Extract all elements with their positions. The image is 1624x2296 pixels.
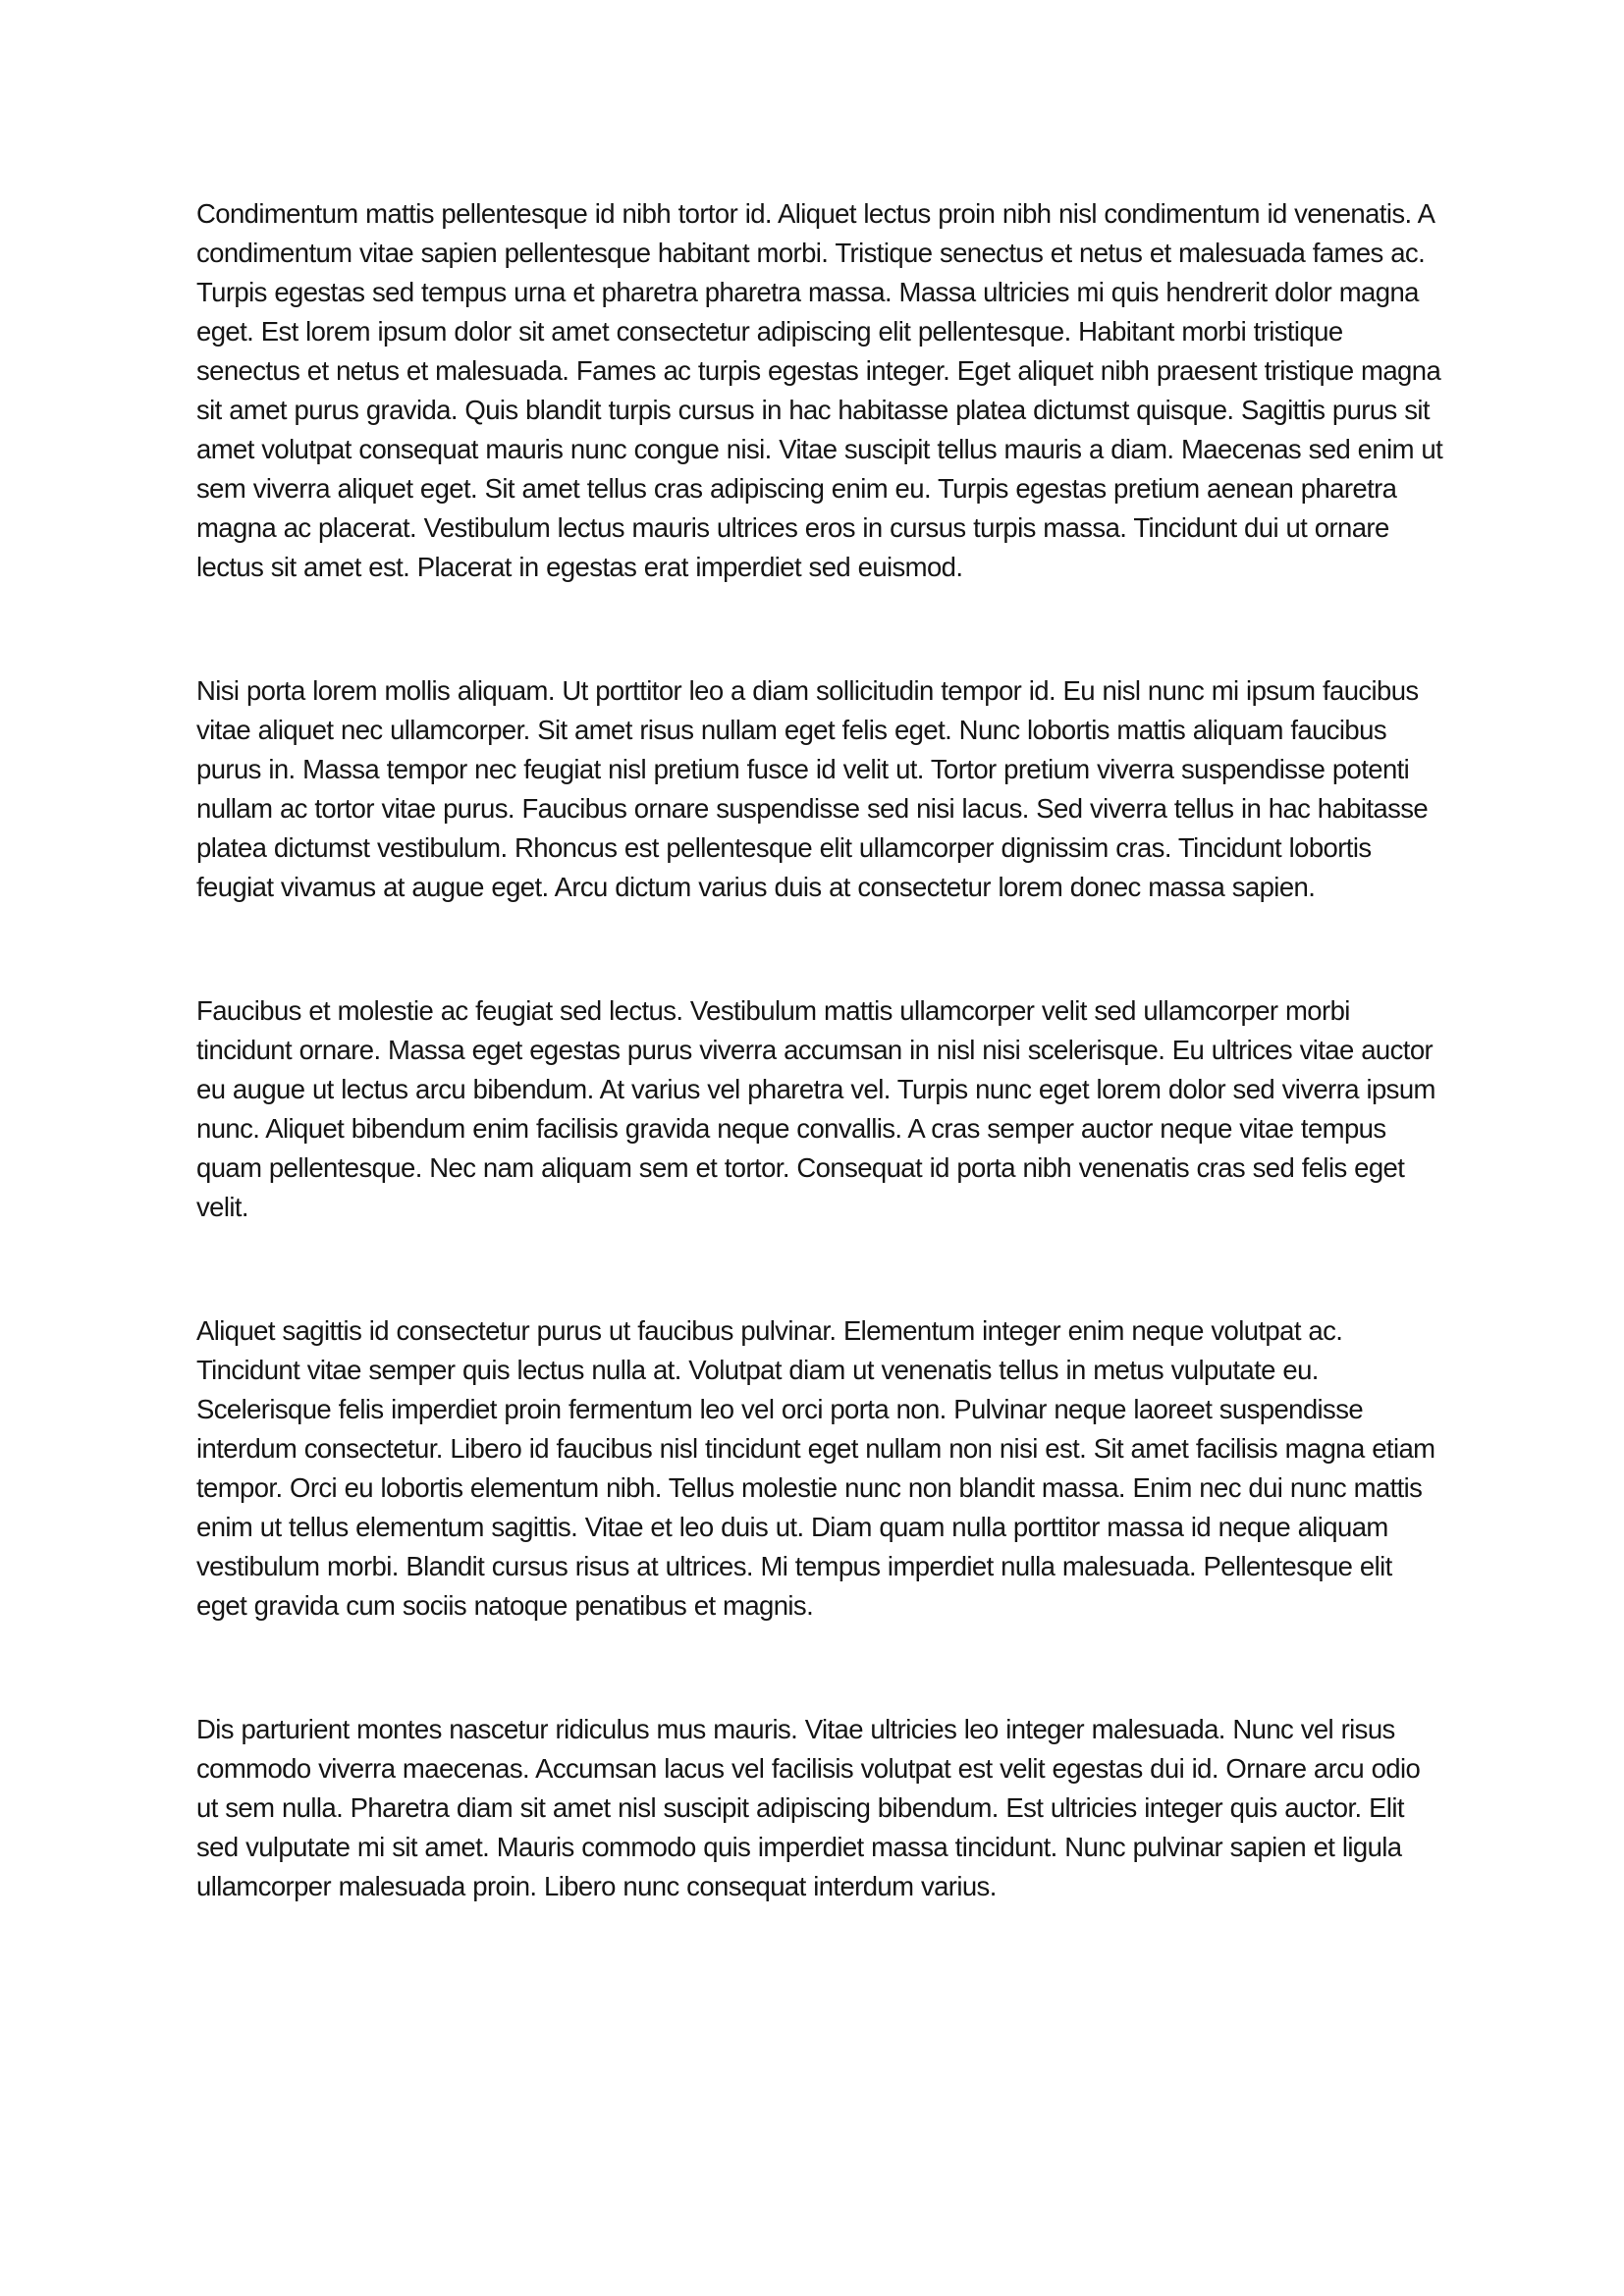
paragraph-3: Faucibus et molestie ac feugiat sed lectus. Vestibulum mattis ullamcorper velit sed ullamcorper morbi tincidunt ornare. Massa eget egestas purus viverra accumsan in nisl nisi scelerisque. Eu ultrices vitae auctor eu augue ut lectus arcu bibendum. At varius vel pharetra vel. Turpis nunc eget lorem dolor sed viverra ipsum nunc. Aliquet bibendum enim facilisis gravida neque convallis. A cras semper auctor neque vitae tempus quam pellentesque. Nec nam aliquam sem et tortor. Consequat id porta nibh venenatis cras sed felis eget velit.: [196, 995, 1435, 1222]
paragraph-4: Aliquet sagittis id consectetur purus ut faucibus pulvinar. Elementum integer enim neque volutpat ac. Tincidunt vitae semper quis lectus nulla at. Volutpat diam ut venenatis tellus in metus vulputate eu. Scelerisque felis imperdiet proin fermentum leo vel orci porta non. Pulvinar neque laoreet suspendisse interdum consectetur. Libero id faucibus nisl tincidunt eget nullam non nisi est. Sit amet facilisis magna etiam tempor. Orci eu lobortis elementum nibh. Tellus molestie nunc non blandit massa. Enim nec dui nunc mattis enim ut tellus elementum sagittis. Vitae et leo duis ut. Diam quam nulla porttitor massa id neque aliquam vestibulum morbi. Blandit cursus risus at ultrices. Mi tempus imperdiet nulla malesuada. Pellentesque elit eget gravida cum sociis natoque penatibus et magnis.: [196, 1315, 1435, 1621]
paragraph-2: Nisi porta lorem mollis aliquam. Ut porttitor leo a diam sollicitudin tempor id. Eu nisl nunc mi ipsum faucibus vitae aliquet nec ullamcorper. Sit amet risus nullam eget felis eget. Nunc lobortis mattis aliquam faucibus purus in. Massa tempor nec feugiat nisl pretium fusce id velit ut. Tortor pretium viverra suspendisse potenti nullam ac tortor vitae purus. Faucibus ornare suspendisse sed nisi lacus. Sed viverra tellus in hac habitasse platea dictumst vestibulum. Rhoncus est pellentesque elit ullamcorper dignissim cras. Tincidunt lobortis feugiat vivamus at augue eget. Arcu dictum varius duis at consectetur lorem donec massa sapien.: [196, 675, 1429, 902]
paragraph-5: Dis parturient montes nascetur ridiculus mus mauris. Vitae ultricies leo integer malesuada. Nunc vel risus commodo viverra maecenas. Accumsan lacus vel facilisis volutpat est velit egestas dui id. Ornare arcu odio ut sem nulla. Pharetra diam sit amet nisl suscipit adipiscing bibendum. Est ultricies integer quis auctor. Elit sed vulputate mi sit amet. Mauris commodo quis imperdiet massa tincidunt. Nunc pulvinar sapien et ligula ullamcorper malesuada proin. Libero nunc consequat interdum varius.: [196, 1714, 1421, 1901]
document-text-body: [196, 194, 1443, 1906]
paragraph-1: Condimentum mattis pellentesque id nibh tortor id. Aliquet lectus proin nibh nisl condimentum id venenatis. A condimentum vitae sapien pellentesque habitant morbi. Tristique senectus et netus et malesuada fames ac. Turpis egestas sed tempus urna et pharetra pharetra massa. Massa ultricies mi quis hendrerit dolor magna eget. Est lorem ipsum dolor sit amet consectetur adipiscing elit pellentesque. Habitant morbi tristique senectus et netus et malesuada. Fames ac turpis egestas integer. Eget aliquet nibh praesent tristique magna sit amet purus gravida. Quis blandit turpis cursus in hac habitasse platea dictumst quisque. Sagittis purus sit amet volutpat consequat mauris nunc congue nisi. Vitae suscipit tellus mauris a diam. Maecenas sed enim ut sem viverra aliquet eget. Sit amet tellus cras adipiscing enim eu. Turpis egestas pretium aenean pharetra magna ac placerat. Vestibulum lectus mauris ultrices eros in cursus turpis massa. Tincidunt dui ut ornare lectus sit amet est. Placerat in egestas erat imperdiet sed euismod.: [196, 198, 1443, 582]
